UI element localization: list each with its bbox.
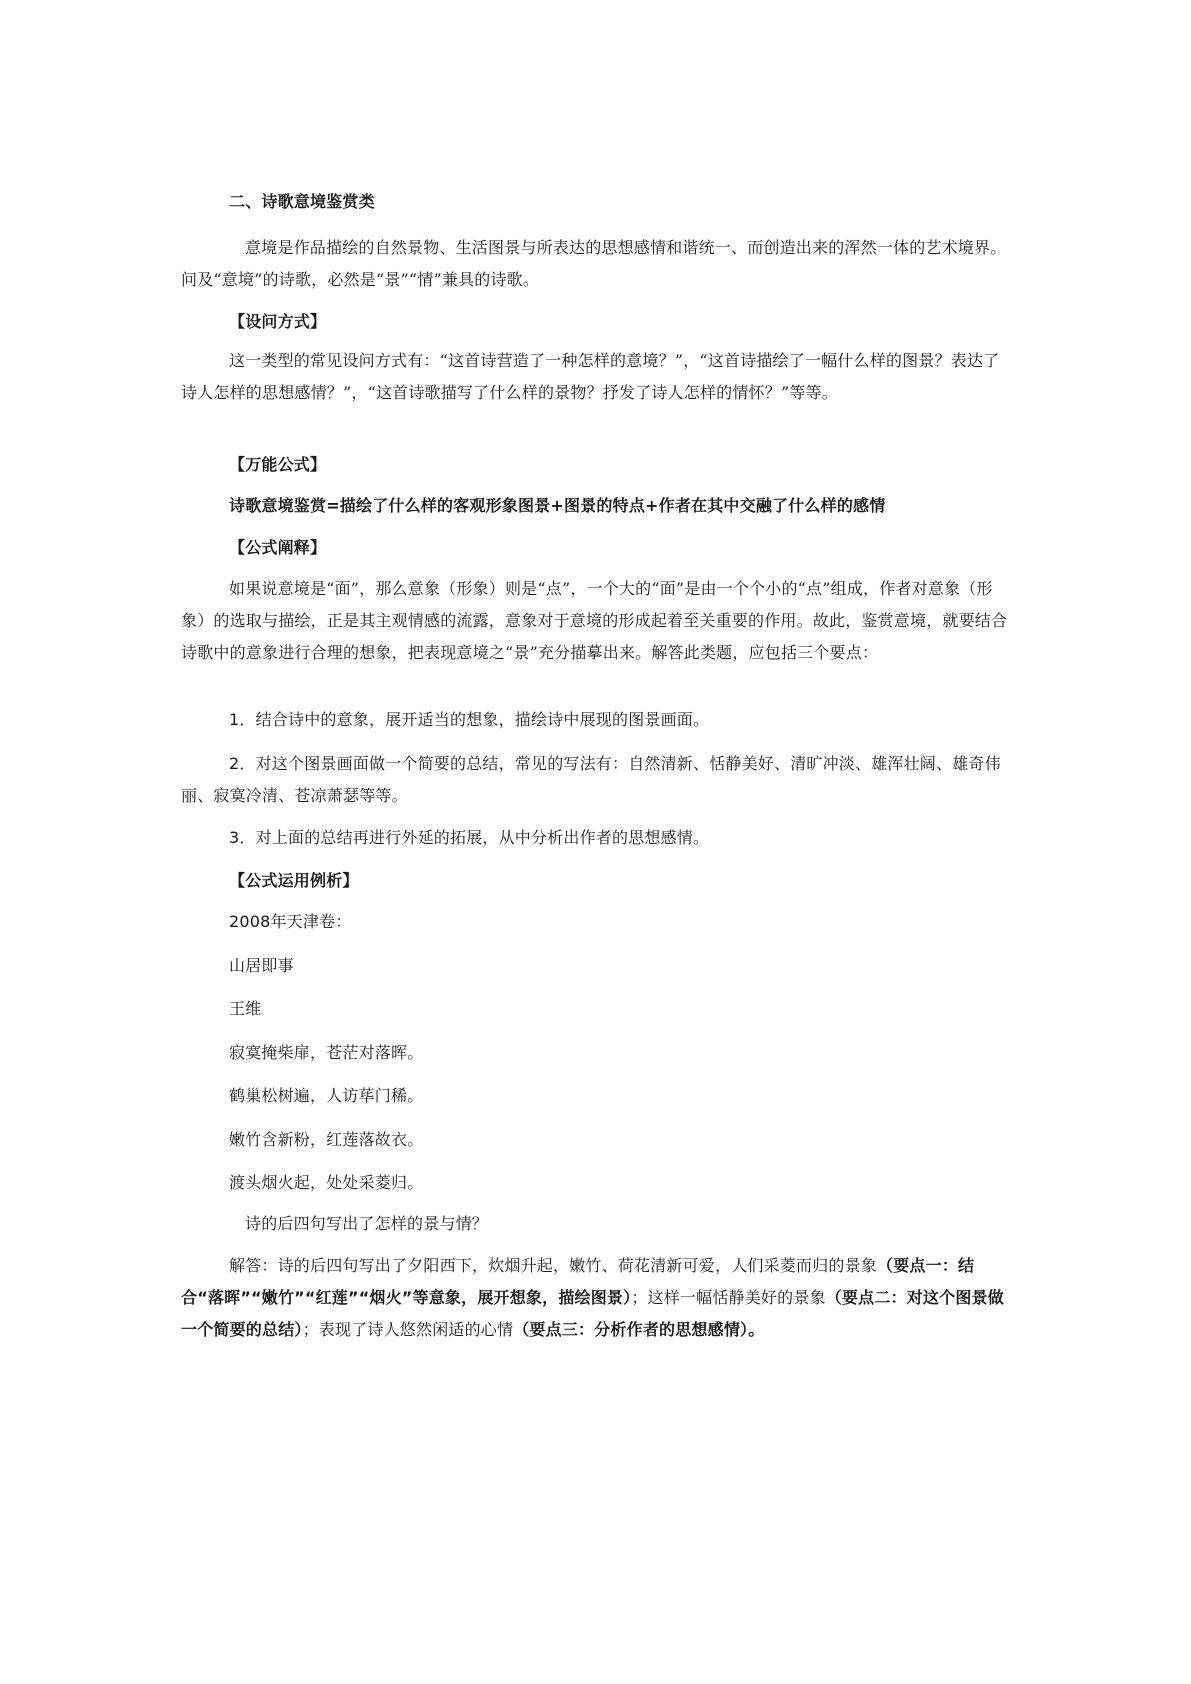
point-number: 3．	[229, 828, 256, 847]
example-source	[229, 906, 1015, 938]
point-number: 1．	[229, 710, 256, 729]
answer-point-2: （要点二：对这个图景做一个简要的总结）	[181, 1288, 1004, 1339]
question-prompt: 诗的后四句写出了怎样的景与情？	[245, 1214, 489, 1233]
example-heading: 【公式运用例析】	[229, 871, 359, 890]
explain-paragraph: 如果说意境是“面”，那么意象（形象）则是“点”，一个大的“面”是由一个个小的“点”组成，作者对意象（形象）的选取与描绘，正是其主观情感的流露，意象对于意境的形成起着至关重要的作用。故此，鉴赏意境，就要结合诗歌中的意象进行合理的想象，把表现意境之“景”充分描摹出来。解答此类题，应包括三个要点：	[181, 579, 1008, 662]
example-source-rest: 年天津卷：	[270, 912, 352, 931]
poem-title: 山居即事	[229, 956, 294, 975]
point-item-2	[181, 748, 1015, 812]
point-text: 结合诗中的意象，展开适当的想象，描绘诗中展现的图景画面。	[255, 710, 710, 729]
example-source-year: 2008	[229, 912, 271, 931]
document-page	[181, 0, 1015, 1684]
point-item-3	[229, 822, 1015, 854]
point-text: 对上面的总结再进行外延的拓展，从中分析出作者的思想感情。	[255, 828, 710, 847]
formula-text: 诗歌意境鉴赏=描绘了什么样的客观形象图景+图景的特点+作者在其中交融了什么样的感情	[229, 496, 886, 515]
poem-line: 渡头烟火起，处处采菱归。	[229, 1173, 424, 1192]
intro-paragraph: 意境是作品描绘的自然景物、生活图景与所表达的思想感情和谐统一、而创造出来的浑然一体的艺术境界。问及“意境”的诗歌，必然是“景”“情”兼具的诗歌。	[181, 238, 1007, 289]
section-title: 二、诗歌意境鉴赏类	[229, 192, 375, 211]
point-number: 2．	[229, 754, 256, 773]
poem-line: 鹤巢松树遍，人访荜门稀。	[229, 1086, 424, 1105]
answer-point-1: （要点一：结合“落晖”“嫩竹”“红莲”“烟火”等意象，展开想象，描绘图景）	[181, 1256, 975, 1307]
point-text: 对这个图景画面做一个简要的总结，常见的写法有：自然清新、恬静美好、清旷冲淡、雄浑壮阔、雄奇伟丽、寂寞冷清、苍凉萧瑟等等。	[181, 754, 1001, 805]
formula-heading: 【万能公式】	[229, 455, 327, 474]
poem-line: 嫩竹含新粉，红莲落故衣。	[229, 1130, 424, 1149]
answer-paragraph	[181, 1250, 1015, 1346]
answer-text: ；表现了诗人悠然闲适的心情	[302, 1320, 514, 1339]
answer-text: ；这样一幅恬静美好的景象	[631, 1288, 826, 1307]
explain-heading: 【公式阐释】	[229, 538, 327, 557]
poem-author: 王维	[229, 999, 262, 1018]
point-item-1	[229, 704, 1015, 736]
poem-line: 寂寞掩柴扉，苍茫对落晖。	[229, 1043, 424, 1062]
question-paragraph: 这一类型的常见设问方式有：“这首诗营造了一种怎样的意境？”，“这首诗描绘了一幅什么样的图景？表达了诗人怎样的思想感情？”，“这首诗歌描写了什么样的景物？抒发了诗人怎样的情怀？”等等。	[181, 351, 1000, 402]
question-heading: 【设问方式】	[229, 312, 327, 331]
answer-point-3: （要点三：分析作者的思想感情）。	[513, 1320, 765, 1339]
answer-text: 解答：诗的后四句写出了夕阳西下，炊烟升起，嫩竹、荷花清新可爱，人们采菱而归的景象	[229, 1256, 878, 1275]
